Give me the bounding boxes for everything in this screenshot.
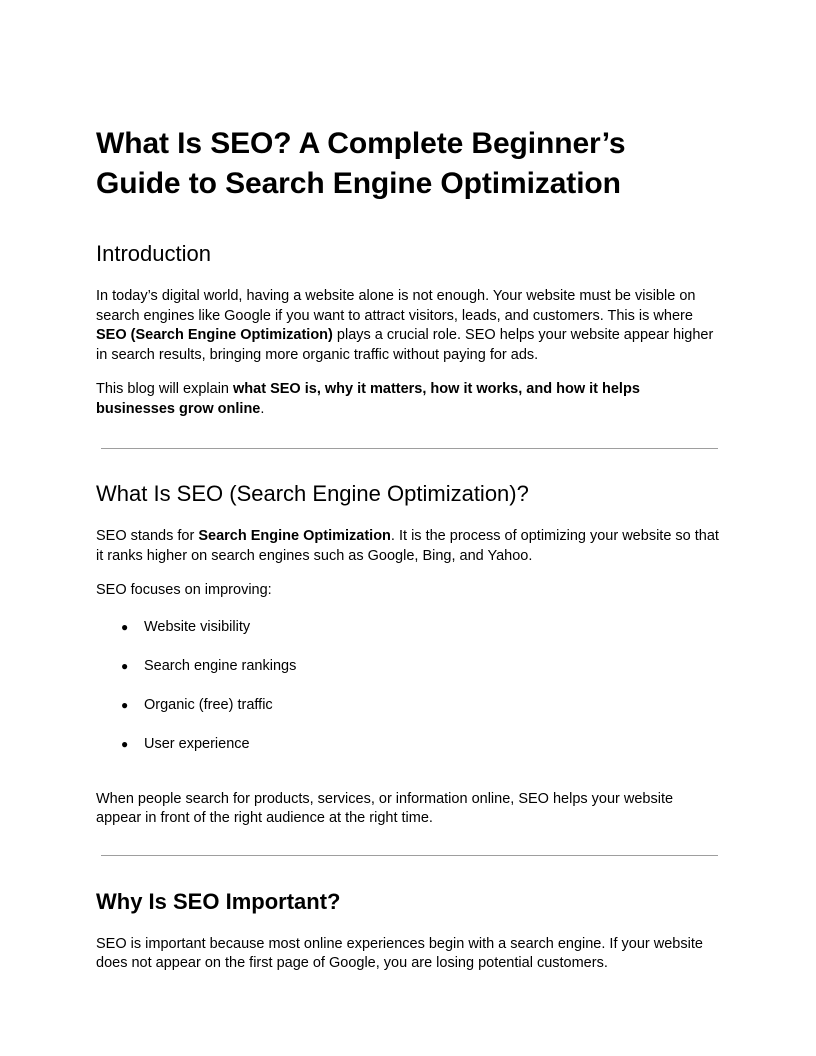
list-item xyxy=(96,696,720,716)
what-is-paragraph-2: SEO focuses on improving: xyxy=(96,582,272,598)
list-item xyxy=(96,735,720,755)
list-item-text: User experience xyxy=(144,735,250,752)
intro-paragraph-1 xyxy=(96,287,720,365)
list-item xyxy=(96,657,720,677)
what-is-paragraph-1 xyxy=(96,527,720,566)
what-is-p1-text-end: . It is the process of optimizing your website so that it ranks higher on search engines such as Google, Bing, and Yahoo. xyxy=(96,528,719,564)
bullet-icon: ● xyxy=(121,697,129,712)
what-is-p1-bold: Search Engine Optimization xyxy=(198,528,391,544)
seo-focus-list xyxy=(96,618,720,755)
heading-why-seo-important: Why Is SEO Important? xyxy=(96,888,341,914)
intro-p2-text-end: . xyxy=(260,400,265,417)
list-item-text: Search engine rankings xyxy=(144,657,297,674)
document-title xyxy=(96,124,720,204)
what-is-p1-text: SEO stands for xyxy=(96,528,199,544)
intro-p2-text: This blog will explain xyxy=(96,381,234,397)
intro-p1-text-end: plays a crucial role. SEO helps your website appear higher in search results, bringing more organic traffic without paying for ads. xyxy=(96,327,714,363)
intro-p1-text: In today’s digital world, having a website alone is not enough. Your website must be visible on search engines like Google if you want to attract visitors, leads, and customers. This is where xyxy=(96,288,696,324)
intro-p2-bold: what SEO is, why it matters, how it works, and how it helps businesses grow online xyxy=(96,381,640,417)
document-body xyxy=(96,124,720,974)
intro-paragraph-2 xyxy=(96,380,720,419)
bullet-icon: ● xyxy=(121,619,129,634)
bullet-icon: ● xyxy=(121,736,129,751)
bullet-icon: ● xyxy=(121,658,129,673)
list-item xyxy=(96,618,720,638)
list-item-text: Website visibility xyxy=(144,618,251,635)
title-line-2: Guide to Search Engine Optimization xyxy=(96,167,621,200)
heading-what-is-seo: What Is SEO (Search Engine Optimization)? xyxy=(96,481,529,506)
intro-p1-bold: SEO (Search Engine Optimization) xyxy=(96,327,333,343)
heading-introduction: Introduction xyxy=(96,241,211,266)
list-item-text: Organic (free) traffic xyxy=(144,696,273,713)
what-is-paragraph-3: When people search for products, services, or information online, SEO helps your website appear in front of the right audience at the right time. xyxy=(96,790,674,826)
why-paragraph-1: SEO is important because most online experiences begin with a search engine. If your website does not appear on the first page of Google, you are losing potential customers. xyxy=(96,935,703,971)
title-line-1: What Is SEO? A Complete Beginner’s xyxy=(96,127,626,160)
